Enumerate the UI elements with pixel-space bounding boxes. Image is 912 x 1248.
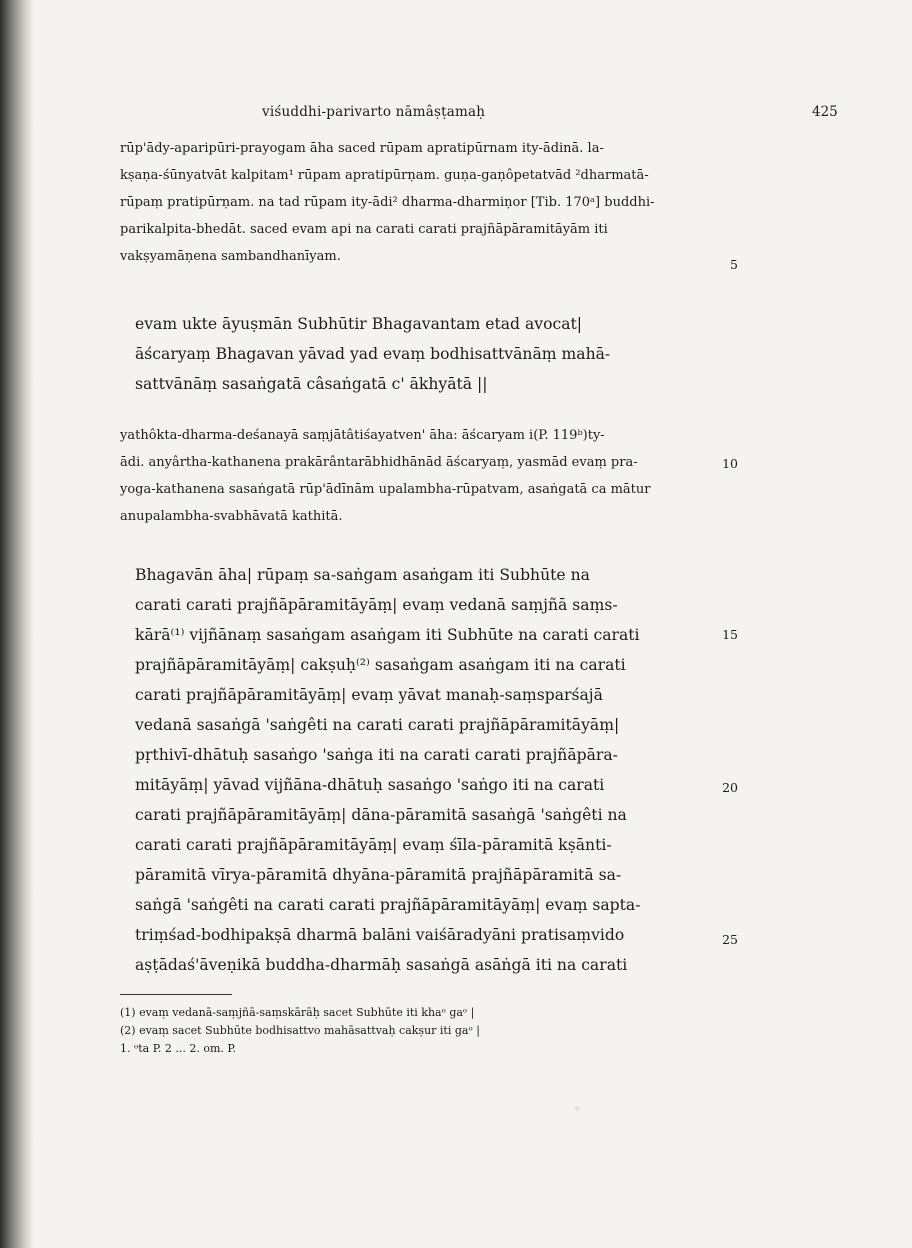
page-number: 425 [812, 104, 838, 120]
commentary-line: rūpaṃ pratipūrṇam. na tad rūpam ity-ādi² dharma-dharmiṇor [Tib. 170ᵃ] buddhi- [120, 195, 655, 210]
commentary-line: yoga-kathanena sasaṅgatā rūp'ādīnām upalambha-rūpatvam, asaṅgatā ca mātur [120, 482, 651, 497]
commentary-line: yathôkta-dharma-deśanayā saṃjātâtiśayatven' āha: āścaryam i(P. 119ᵇ)ty- [120, 428, 605, 443]
book-binding-shadow [0, 0, 34, 1248]
main-text-line: evam ukte āyuṣmān Subhūtir Bhagavantam etad avocat| [135, 315, 583, 333]
line-number-marker: 10 [722, 456, 738, 471]
footnote-line: (1) evaṃ vedanā-saṃjñā-saṃskārāḥ sacet Subhūte iti khaᵒ gaᵒ | [120, 1006, 475, 1019]
line-number-marker: 20 [722, 780, 738, 795]
main-text-line: pāramitā vīrya-pāramitā dhyāna-pāramitā prajñāpāramitā sa‑ [135, 866, 622, 884]
footnote-divider [120, 994, 232, 995]
main-text-line: prajñāpāramitāyāṃ| cakṣuḥ⁽²⁾ sasaṅgam asaṅgam iti na carati [135, 656, 626, 674]
commentary-block-2 [120, 422, 700, 530]
main-text-line: vedanā sasaṅgā 'saṅgêti na carati carati prajñāpāramitāyāṃ| [135, 716, 620, 734]
commentary-line: kṣaṇa-śūnyatvāt kalpitam¹ rūpam apratipūrṇam. guṇa-gaṇôpetatvād ²dharmatā- [120, 168, 649, 183]
main-text-line: aṣṭādaś'āveṇikā buddha-dharmāḥ sasaṅgā asāṅgā iti na carati [135, 956, 628, 974]
main-text-line: sattvānāṃ sasaṅgatā câsaṅgatā c' ākhyātā || [135, 375, 488, 393]
main-text-block-2 [135, 560, 695, 980]
main-text-line: Bhagavān āha| rūpaṃ sa-saṅgam asaṅgam iti Subhūte na [135, 566, 590, 584]
footnotes-block [120, 1004, 660, 1058]
main-text-line: saṅgā 'saṅgêti na carati carati prajñāpāramitāyāṃ| evaṃ sapta‑ [135, 896, 641, 914]
commentary-line: ādi. anyârtha-kathanena prakārântarābhidhānād āścaryaṃ, yasmād evaṃ pra‑ [120, 455, 638, 470]
main-text-line: carati prajñāpāramitāyāṃ| dāna-pāramitā sasaṅgā 'saṅgêti na [135, 806, 627, 824]
main-text-line: carati prajñāpāramitāyāṃ| evaṃ yāvat manaḥ-saṃsparśajā [135, 686, 603, 704]
main-text-line: āścaryaṃ Bhagavan yāvad yad evaṃ bodhisattvānāṃ mahā‑ [135, 345, 611, 363]
line-number-marker: 5 [730, 257, 738, 272]
commentary-line: anupalambha-svabhāvatā kathitā. [120, 509, 343, 524]
main-text-line: carati carati prajñāpāramitāyāṃ| evaṃ vedanā saṃjñā saṃs‑ [135, 596, 618, 614]
paper-speck: ◦ [574, 1104, 580, 1115]
main-text-line: kārā⁽¹⁾ vijñānaṃ sasaṅgam asaṅgam iti Subhūte na carati carati [135, 626, 640, 644]
commentary-block-1 [120, 135, 700, 270]
main-text-line: triṃśad-bodhipakṣā dharmā balāni vaiśāradyāni pratisaṃvido [135, 926, 625, 944]
main-text-block-1 [135, 309, 695, 399]
commentary-line: parikalpita-bhedāt. saced evam api na carati carati prajñāpāramitāyām iti [120, 222, 608, 237]
line-number-marker: 25 [722, 932, 738, 947]
line-number-marker: 15 [722, 627, 738, 642]
main-text-line: carati carati prajñāpāramitāyāṃ| evaṃ śīla-pāramitā kṣānti- [135, 836, 612, 854]
footnote-line: (2) evaṃ sacet Subhūte bodhisattvo mahāsattvaḥ cakṣur iti gaᵒ | [120, 1024, 480, 1037]
main-text-line: pṛthivī-dhātuḥ sasaṅgo 'saṅga iti na carati carati prajñāpāra‑ [135, 746, 618, 764]
commentary-line: rūp'ādy-aparipūri-prayogam āha saced rūpam apratipūrnam ity-ādinā. la‑ [120, 141, 604, 156]
commentary-line: vakṣyamāṇena sambandhanīyam. [120, 249, 341, 264]
running-header-title: viśuddhi-parivarto nāmâṣṭamaḥ [262, 104, 486, 120]
main-text-line: mitāyāṃ| yāvad vijñāna-dhātuḥ sasaṅgo 'saṅgo iti na carati [135, 776, 605, 794]
footnote-line: 1. ᵒta P. 2 ... 2. om. P. [120, 1042, 237, 1055]
